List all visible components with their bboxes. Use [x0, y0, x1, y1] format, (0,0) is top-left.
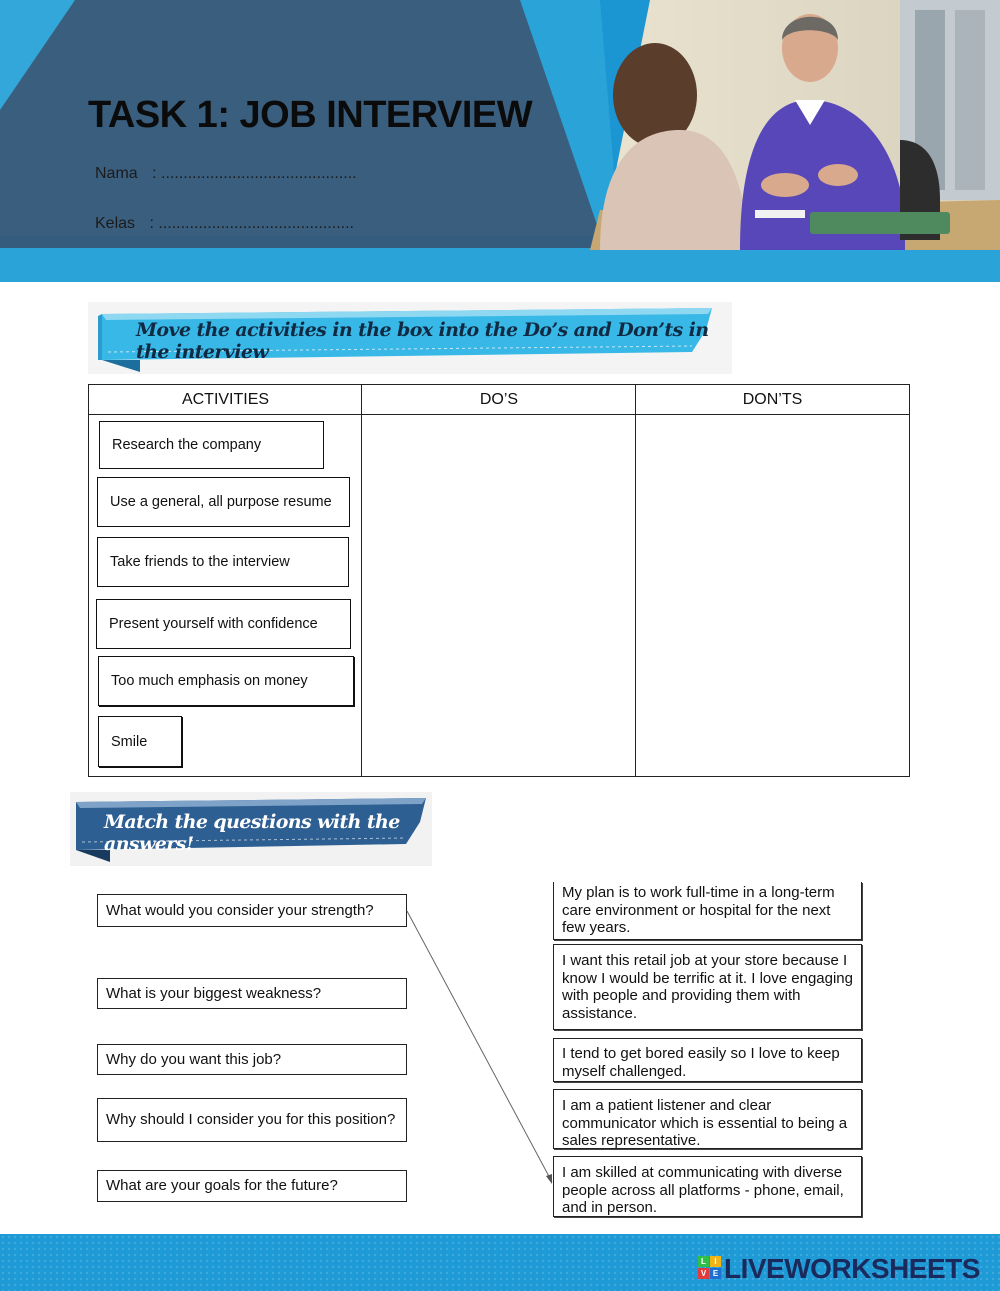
logo-letter-l: L [698, 1256, 709, 1267]
column-header-donts: DON’TS [742, 391, 803, 408]
liveworksheets-brand: LIVEWORKSHEETS [724, 1253, 980, 1284]
activity-item-research[interactable]: Research the company [99, 421, 324, 469]
answer-bored[interactable]: I tend to get bored easily so I love to keep myself challenged. [553, 1038, 862, 1082]
class-blank: : ............................................ [149, 215, 354, 232]
header-divider [89, 414, 909, 415]
activity-item-smile[interactable]: Smile [98, 716, 182, 767]
class-field[interactable] [95, 215, 354, 233]
question-goals[interactable]: What are your goals for the future? [97, 1170, 407, 1202]
activity-item-friends[interactable]: Take friends to the interview [97, 537, 349, 587]
instruction-ribbon-1 [88, 302, 732, 374]
donts-drop-zone[interactable] [637, 416, 909, 776]
question-strength[interactable]: What would you consider your strength? [97, 894, 407, 927]
answer-listener[interactable]: I am a patient listener and clear communicator which is essential to being a sales representative. [553, 1089, 862, 1149]
instruction-text-1: Move the activities in the box into the Do’s and Don’ts in the interview [136, 319, 709, 363]
answer-goals[interactable]: My plan is to work full-time in a long-term care environment or hospital for the next few years. [553, 882, 862, 940]
liveworksheets-logo-icon [698, 1256, 722, 1280]
activity-item-resume[interactable]: Use a general, all purpose resume [97, 477, 350, 527]
logo-letter-v: V [698, 1268, 709, 1279]
activity-item-confidence[interactable]: Present yourself with confidence [96, 599, 351, 649]
logo-letter-e: E [710, 1268, 721, 1279]
answer-retail[interactable]: I want this retail job at your store because I know I would be terrific at it. I love engaging with people and providing them with assistance. [553, 944, 862, 1030]
question-why-consider[interactable]: Why should I consider you for this position? [97, 1098, 407, 1142]
header-banner [0, 0, 1000, 282]
class-label: Kelas [95, 215, 136, 232]
page-title: TASK 1: JOB INTERVIEW [88, 94, 533, 136]
name-label: Nama [95, 165, 138, 182]
column-divider [361, 385, 362, 776]
question-why-job[interactable]: Why do you want this job? [97, 1044, 407, 1075]
footer-bar [0, 1234, 1000, 1291]
column-divider [635, 385, 636, 776]
activity-item-money[interactable]: Too much emphasis on money [98, 656, 354, 706]
name-field[interactable] [95, 165, 357, 183]
dos-donts-table [88, 384, 910, 777]
dos-drop-zone[interactable] [363, 416, 634, 776]
question-weakness[interactable]: What is your biggest weakness? [97, 978, 407, 1009]
logo-letter-i: I [710, 1256, 721, 1267]
column-header-dos: DO’S [479, 391, 519, 408]
column-header-activities: ACTIVITIES [181, 391, 270, 408]
interview-photo [570, 0, 1000, 250]
answer-communicating[interactable]: I am skilled at communicating with diverse people across all platforms - phone, email, and in person. [553, 1156, 862, 1217]
name-blank: : ............................................ [152, 165, 357, 182]
instruction-ribbon-2 [70, 792, 432, 866]
instruction-text-2: Match the questions with the answers! [104, 811, 400, 855]
